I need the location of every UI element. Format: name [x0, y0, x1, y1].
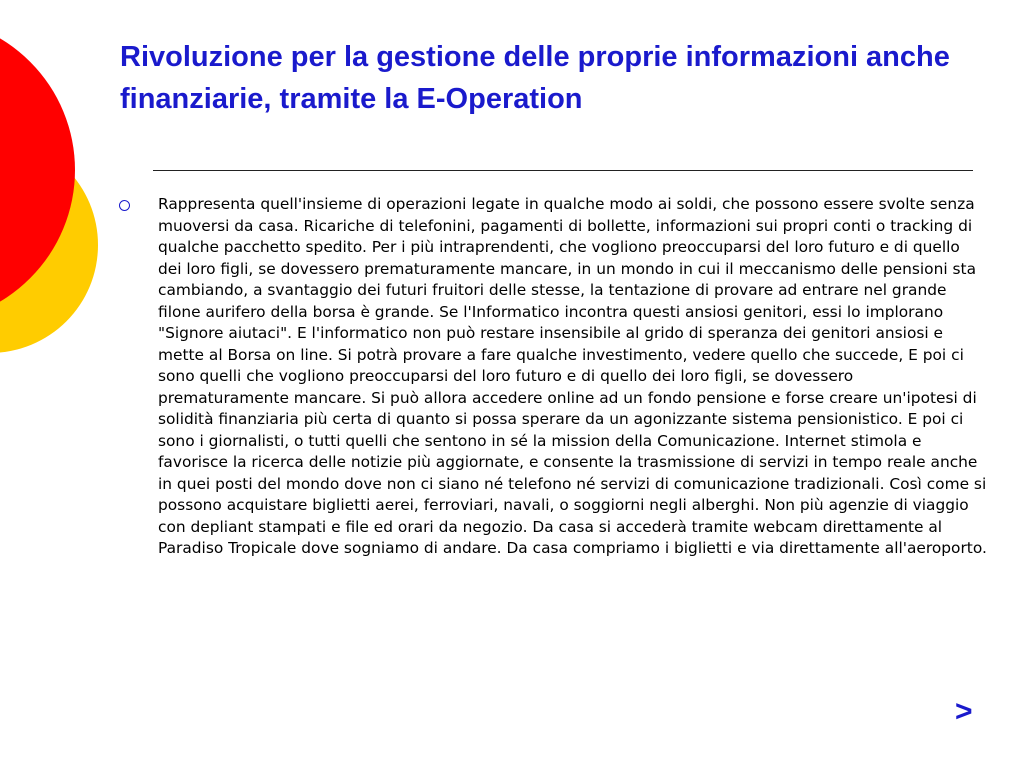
- slide-title: Rivoluzione per la gestione delle proprie informazioni anche finanziarie, tramite la E-Operation: [120, 41, 950, 115]
- next-slide-link[interactable]: >: [955, 695, 973, 728]
- circles-graphic: [0, 0, 110, 420]
- bullet-icon: [119, 200, 130, 211]
- title-divider: [153, 170, 973, 171]
- body-paragraph: Rappresenta quell'insieme di operazioni legate in qualche modo ai soldi, che possono essere svolte senza muoversi da casa. Ricariche di telefonini, pagamenti di bollette, informazioni sui propri conti o tracking di qualche pacchetto spedito. Per i più intraprendenti, che vogliono preoccuparsi del loro futuro e di quello dei loro figli, se dovessero prematuramente mancare, in un mondo in cui il meccanismo delle pensioni sta cambiando, a svantaggio dei futuri fruitori delle stesse, la tentazione di provare ad entrare nel grande filone aurifero della borsa è grande. Se l'Informatico incontra questi ansiosi genitori, essi lo implorano "Signore aiutaci". E l'informatico non può restare insensibile al grido di speranza dei genitori ansiosi e mette al Borsa on line. Si potrà provare a fare qualche investimento, vedere quello che succede, E poi ci sono quelli che vogliono preoccuparsi del loro futuro e di quello dei loro figli, se dovessero prematuramente mancare. Si può allora accedere online ad un fondo pensione e forse creare un'ipotesi di solidità finanziaria più certa di quanto si possa sperare da un agonizzante sistema pensionistico. E poi ci sono i giornalisti, o tutti quelli che sentono in sé la mission della Comunicazione. Internet stimola e favorisce la ricerca delle notizie più aggiornate, e consente la trasmissione di servizi in tempo reale anche in quei posti del mondo dove non ci siano né telefono né servizi di comunicazione tradizionali. Così come si possono acquistare biglietti aerei, ferroviari, navali, o soggiorni negli alberghi. Non più agenzie di viaggio con depliant stampati e file ed orari da negozio. Da casa si accederà tramite webcam direttamente al Paradiso Tropicale dove sogniamo di andare. Da casa compriamo i biglietti e via direttamente all'aeroporto.: [158, 195, 987, 557]
- decorative-circles: [0, 0, 110, 420]
